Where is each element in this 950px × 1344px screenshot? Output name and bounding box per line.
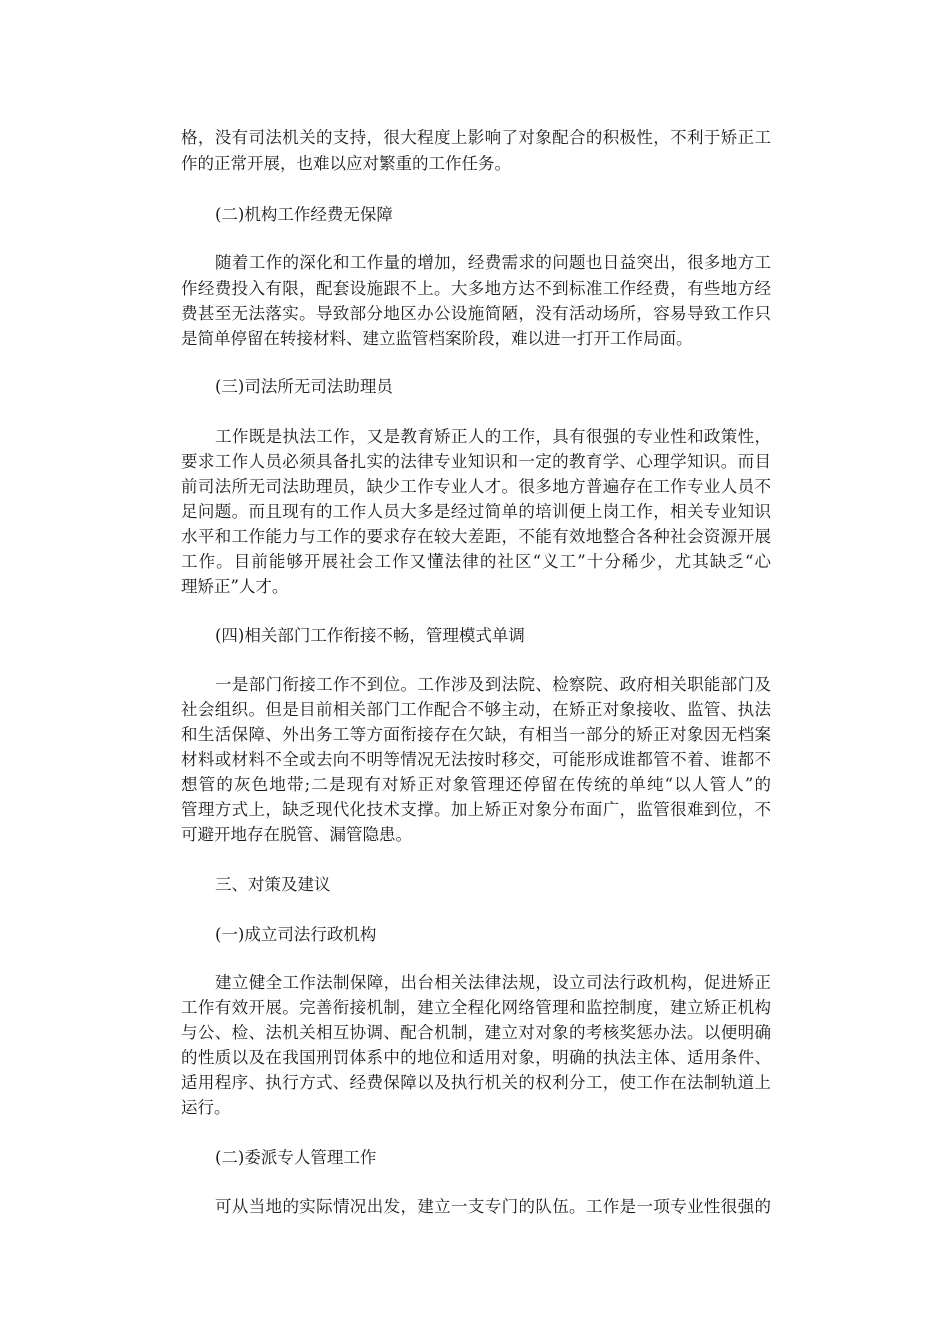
paragraph-line: 格，没有司法机关的支持，很大程度上影响了对象配合的积极性，不利于矫正工 xyxy=(181,128,771,147)
paragraph-line: 理矫正”人才。 xyxy=(181,577,289,596)
paragraph-line: 水平和工作能力与工作的要求存在较大差距，不能有效地整合各种社会资源开展 xyxy=(181,527,771,546)
paragraph-line: 的性质以及在我国刑罚体系中的地位和适用对象，明确的执法主体、适用条件、 xyxy=(181,1048,771,1067)
paragraph-line: 作的正常开展，也难以应对繁重的工作任务。 xyxy=(181,154,511,173)
paragraph-line: 作经费投入有限，配套设施跟不上。大多地方达不到标准工作经费，有些地方经 xyxy=(181,279,771,298)
paragraph-line: 工作有效开展。完善衔接机制，建立全程化网络管理和监控制度，建立矫正机构 xyxy=(181,998,771,1017)
paragraph-line: 社会组织。但是目前相关部门工作配合不够主动，在矫正对象接收、监管、执法 xyxy=(181,700,771,719)
paragraph-line: 运行。 xyxy=(181,1098,231,1117)
section-heading: (一)成立司法行政机构 xyxy=(215,925,377,944)
paragraph-line: 随着工作的深化和工作量的增加，经费需求的问题也日益突出，很多地方工 xyxy=(215,253,771,272)
section-heading: (三)司法所无司法助理员 xyxy=(215,377,393,396)
section-heading: 三、对策及建议 xyxy=(215,875,331,894)
paragraph-line: 前司法所无司法助理员，缺少工作专业人才。很多地方普遍存在工作专业人员不 xyxy=(181,477,771,496)
section-heading: (二)机构工作经费无保障 xyxy=(215,205,393,224)
paragraph-line: 管理方式上，缺乏现代化技术支撑。加上矫正对象分布面广，监管很难到位，不 xyxy=(181,800,771,819)
paragraph-line: 足问题。而且现有的工作人员大多是经过简单的培训便上岗工作，相关专业知识 xyxy=(181,502,771,521)
paragraph-line: 要求工作人员必须具备扎实的法律专业知识和一定的教育学、心理学知识。而目 xyxy=(181,452,771,471)
paragraph-line: 建立健全工作法制保障，出台相关法律法规，设立司法行政机构，促进矫正 xyxy=(215,973,771,992)
paragraph-line: 可从当地的实际情况出发，建立一支专门的队伍。工作是一项专业性很强的 xyxy=(215,1197,771,1216)
paragraph-line: 与公、检、法机关相互协调、配合机制，建立对对象的考核奖惩办法。以便明确 xyxy=(181,1023,771,1042)
paragraph-line: 工作。目前能够开展社会工作又懂法律的社区“义工”十分稀少，尤其缺乏“心 xyxy=(181,552,771,571)
paragraph-line: 费甚至无法落实。导致部分地区办公设施简陋，没有活动场所，容易导致工作只 xyxy=(181,304,771,323)
paragraph-line: 是简单停留在转接材料、建立监管档案阶段，难以进一打开工作局面。 xyxy=(181,329,693,348)
paragraph-line: 可避开地存在脱管、漏管隐患。 xyxy=(181,825,412,844)
section-heading: (二)委派专人管理工作 xyxy=(215,1148,377,1167)
paragraph-line: 材料或材料不全或去向不明等情况无法按时移交，可能形成谁都管不着、谁都不 xyxy=(181,750,771,769)
paragraph-line: 工作既是执法工作，又是教育矫正人的工作，具有很强的专业性和政策性， xyxy=(215,427,771,446)
paragraph-line: 和生活保障、外出务工等方面衔接存在欠缺，有相当一部分的矫正对象因无档案 xyxy=(181,725,771,744)
paragraph-line: 适用程序、执行方式、经费保障以及执行机关的权利分工，使工作在法制轨道上 xyxy=(181,1073,771,1092)
paragraph-line: 一是部门衔接工作不到位。工作涉及到法院、检察院、政府相关职能部门及 xyxy=(215,675,771,694)
paragraph-line: 想管的灰色地带;二是现有对矫正对象管理还停留在传统的单纯“以人管人”的 xyxy=(181,775,771,794)
section-heading: (四)相关部门工作衔接不畅，管理模式单调 xyxy=(215,626,525,645)
